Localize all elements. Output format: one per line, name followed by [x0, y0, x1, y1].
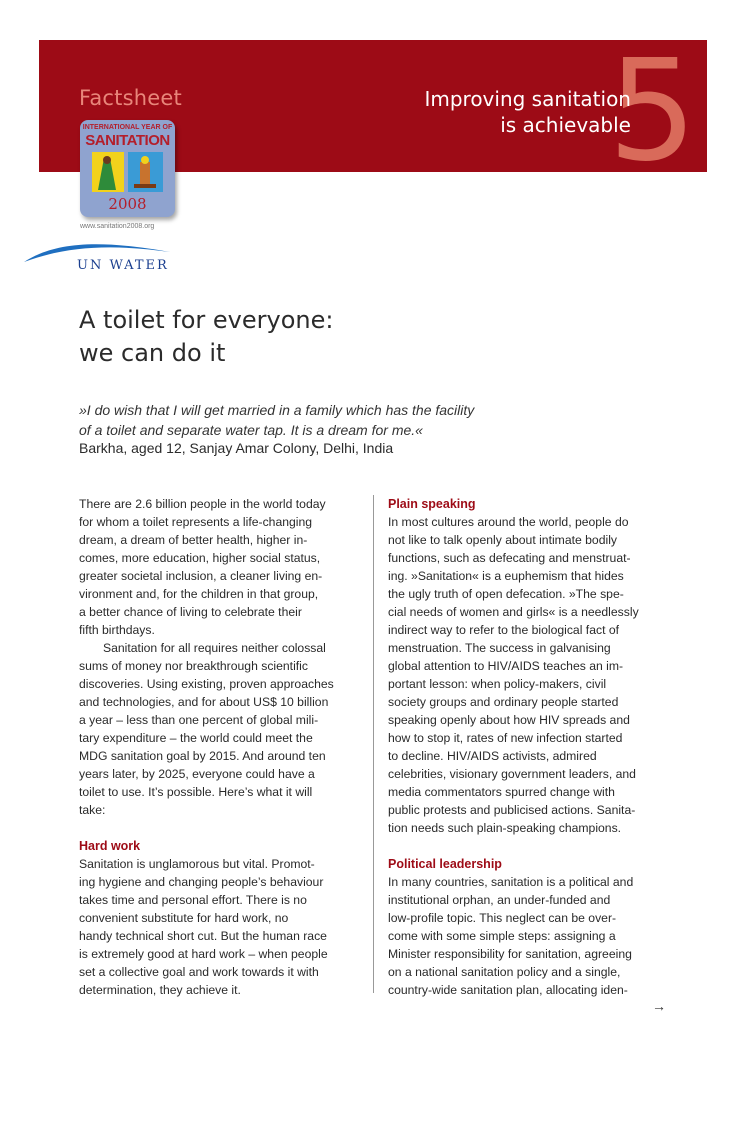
text-line: years later, by 2025, everyone could have a — [79, 767, 315, 781]
text-line: Sanitation for all requires neither colossal — [103, 641, 326, 655]
factsheet-heading-line: is achievable — [500, 113, 631, 137]
spacer — [388, 837, 672, 855]
factsheet-number: 5 — [607, 40, 697, 172]
text-line: low-profile topic. This neglect can be over- — [388, 911, 617, 925]
text-line: There are 2.6 billion people in the world today — [79, 497, 326, 511]
text-line: the ugly truth of open defecation. »The spe- — [388, 587, 624, 601]
paragraph — [388, 873, 672, 999]
paragraph — [388, 513, 672, 837]
text-line: celebrities, visionary government leaders, and — [388, 767, 636, 781]
text-line: a better chance of living to celebrate their — [79, 605, 302, 619]
left-column — [79, 495, 369, 999]
text-line: global attention to HIV/AIDS teaches an im- — [388, 659, 624, 673]
right-column — [388, 495, 672, 999]
factsheet-label: Factsheet — [79, 86, 182, 110]
text-line: public protests and publicised actions. Sanita- — [388, 803, 636, 817]
text-line: toilet to use. It’s possible. Here’s what it will — [79, 785, 313, 799]
text-line: tion needs such plain-speaking champions. — [388, 821, 622, 835]
paragraph — [79, 495, 369, 639]
paragraph — [79, 639, 369, 819]
text-line: media commentators spurred change with — [388, 785, 615, 799]
text-line: determination, they achieve it. — [79, 983, 241, 997]
sanitation-year-badge — [80, 120, 175, 217]
text-line: Sanitation is unglamorous but vital. Promot- — [79, 857, 315, 871]
paragraph — [79, 855, 369, 999]
badge-main-text: SANITATION — [85, 132, 170, 149]
text-line: not like to talk openly about intimate bodily — [388, 533, 617, 547]
text-line: set a collective goal and work towards it with — [79, 965, 319, 979]
text-line: sums of money nor breakthrough scientific — [79, 659, 308, 673]
text-line: convenient substitute for hard work, no — [79, 911, 289, 925]
badge-top-text: INTERNATIONAL YEAR OF — [82, 124, 173, 131]
text-line: comes, more education, higher social status, — [79, 551, 321, 565]
text-line: In many countries, sanitation is a political and — [388, 875, 634, 889]
text-line: In most cultures around the world, people do — [388, 515, 629, 529]
text-line: ing. »Sanitation« is a euphemism that hides — [388, 569, 624, 583]
text-line: menstruation. The success in galvanising — [388, 641, 611, 655]
text-line: tary expenditure – the world could meet the — [79, 731, 313, 745]
pull-quote — [79, 400, 549, 440]
text-line: a year – less than one percent of global mili- — [79, 713, 319, 727]
text-line: how to stop it, rates of new infection started — [388, 731, 623, 745]
factsheet-heading — [424, 86, 631, 138]
text-line: portant lesson: when policy-makers, civil — [388, 677, 607, 691]
text-line: is extremely good at hard work – when people — [79, 947, 328, 961]
text-line: ing hygiene and changing people’s behaviour — [79, 875, 324, 889]
factsheet-heading-line: Improving sanitation — [424, 87, 631, 111]
text-line: dream, a dream of better health, higher in- — [79, 533, 308, 547]
text-line: fifth birthdays. — [79, 623, 155, 637]
text-line: functions, such as defecating and menstruat- — [388, 551, 631, 565]
section-heading-plain-speaking: Plain speaking — [388, 497, 476, 511]
quote-attribution: Barkha, aged 12, Sanjay Amar Colony, Delhi, India — [79, 440, 394, 456]
column-divider — [373, 495, 374, 993]
spacer — [79, 819, 369, 837]
text-line: MDG sanitation goal by 2015. And around ten — [79, 749, 326, 763]
text-line: cial needs of women and girls« is a needlessly — [388, 605, 639, 619]
text-line: for whom a toilet represents a life-changing — [79, 515, 313, 529]
pull-quote-line: of a toilet and separate water tap. It is a dream for me.« — [79, 422, 423, 438]
un-water-logo-text: UN WATER — [77, 258, 169, 273]
text-line: handy technical short cut. But the human race — [79, 929, 327, 943]
text-line: society groups and ordinary people started — [388, 695, 619, 709]
text-line: country-wide sanitation plan, allocating iden- — [388, 983, 628, 997]
pull-quote-line: »I do wish that I will get married in a family which has the facility — [79, 402, 475, 418]
badge-year: 2008 — [108, 195, 147, 213]
continue-arrow-icon: → — [652, 998, 666, 1014]
text-line: indirect way to refer to the biological fact of — [388, 623, 620, 637]
text-line: discoveries. Using existing, proven approaches — [79, 677, 334, 691]
page-title-line: we can do it — [79, 339, 226, 367]
text-line: speaking openly about how HIV spreads and — [388, 713, 630, 727]
text-line: on a national sanitation policy and a single, — [388, 965, 621, 979]
text-line: take: — [79, 803, 106, 817]
badge-url: www.sanitation2008.org — [80, 223, 155, 230]
badge-illustration-icon — [92, 152, 163, 192]
page-title — [79, 304, 333, 370]
text-line: greater societal inclusion, a cleaner living en- — [79, 569, 323, 583]
page-title-line: A toilet for everyone: — [79, 306, 334, 334]
text-line: to decline. HIV/AIDS activists, admired — [388, 749, 597, 763]
section-heading-hard-work: Hard work — [79, 839, 141, 853]
text-line: takes time and personal effort. There is no — [79, 893, 307, 907]
text-line: institutional orphan, an under-funded and — [388, 893, 611, 907]
text-line: Minister responsibility for sanitation, agreeing — [388, 947, 632, 961]
text-line: come with some simple steps: assigning a — [388, 929, 616, 943]
section-heading-political-leadership: Political leadership — [388, 857, 502, 871]
text-line: vironment and, for the children in that group, — [79, 587, 319, 601]
text-line: and technologies, and for about US$ 10 billion — [79, 695, 329, 709]
